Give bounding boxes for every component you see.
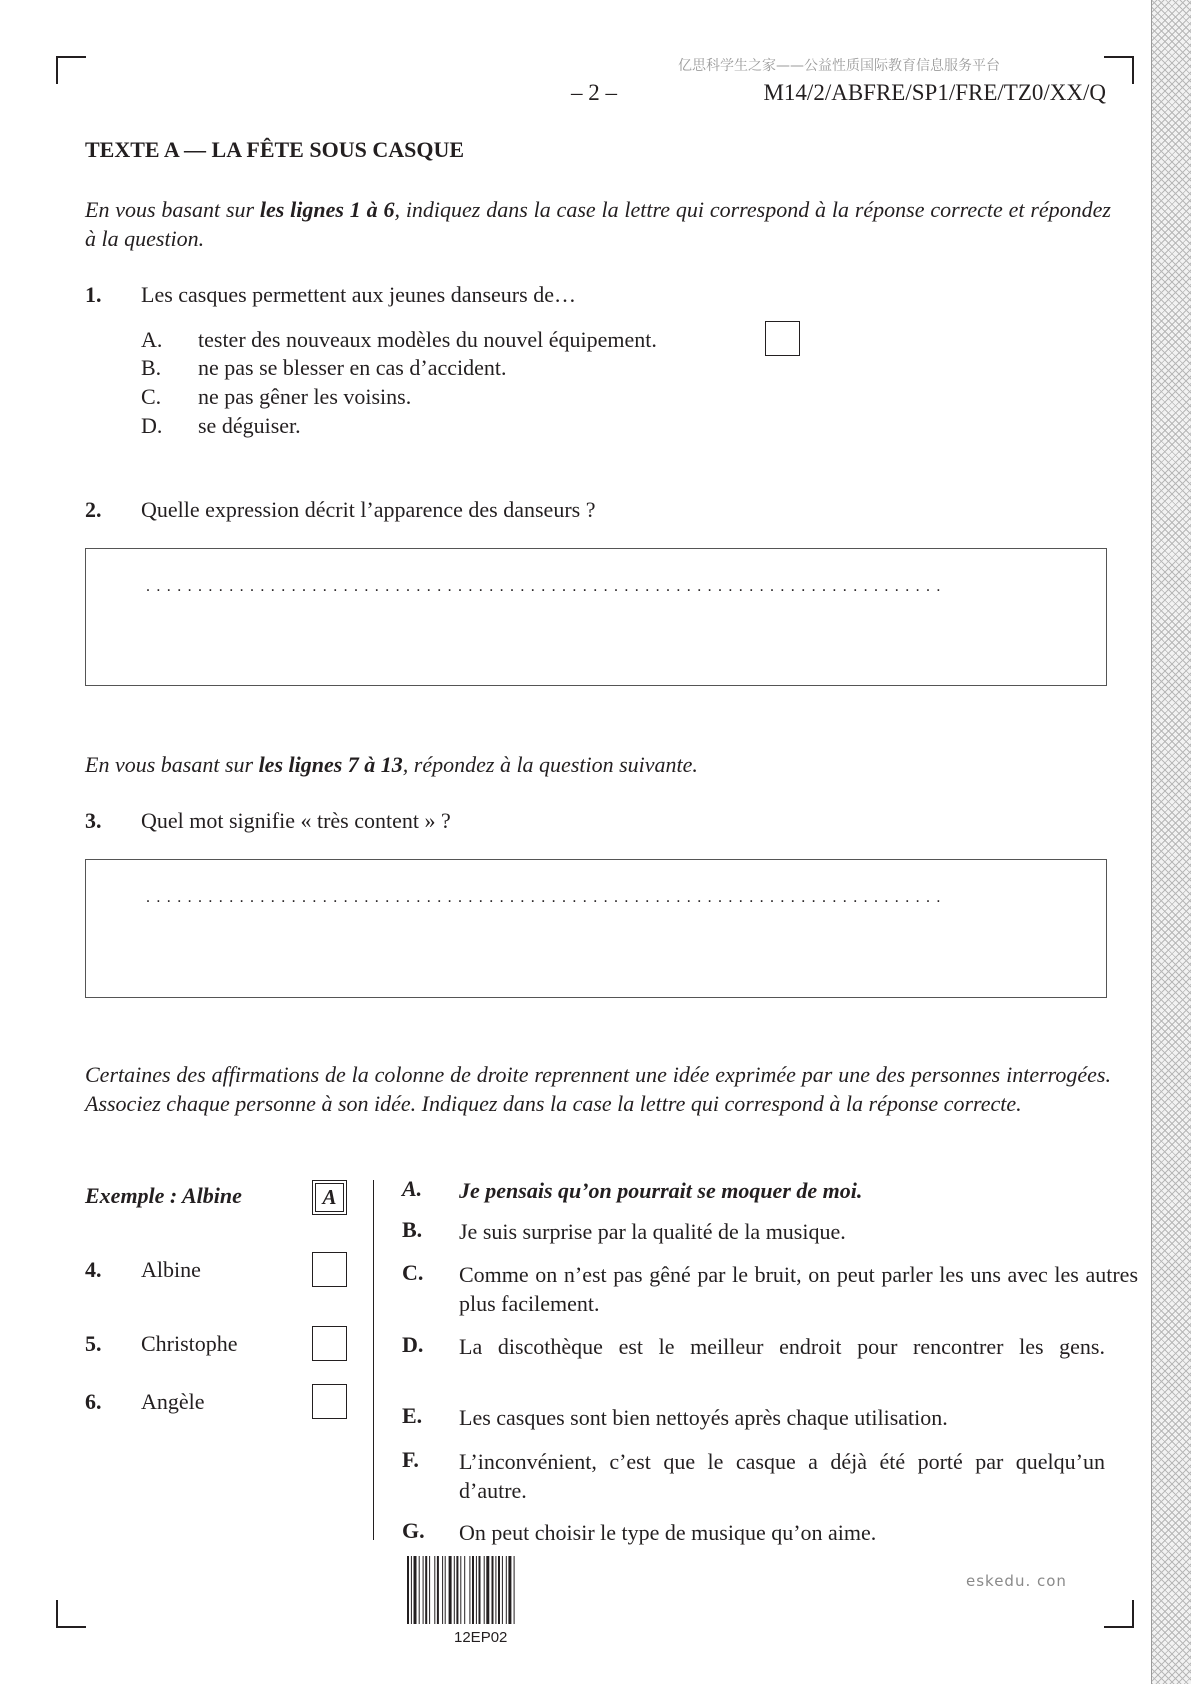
q1-option-text: ne pas se blesser en cas d’accident. [198, 355, 507, 380]
answer-dotted-line: ............................................................................. [146, 889, 947, 906]
barcode-bar [495, 1556, 496, 1624]
q1-option-letter: D. [141, 413, 163, 438]
barcode-bar [502, 1556, 503, 1624]
barcode-bar [449, 1556, 452, 1624]
statement-text: Les casques sont bien nettoyés après chaque utilisation. [459, 1405, 948, 1430]
question-6-person: Angèle [141, 1389, 205, 1414]
barcode-bar [425, 1556, 427, 1624]
statement-letter: E. [402, 1403, 423, 1428]
q1-option-text: tester des nouveaux modèles du nouvel équipement. [198, 327, 657, 352]
q4-answer-box[interactable] [312, 1252, 347, 1287]
page-edge-pattern [1151, 0, 1191, 1684]
statement-letter: A. [402, 1176, 423, 1201]
question-4-person: Albine [141, 1257, 201, 1282]
barcode-bar [476, 1556, 477, 1624]
barcode-bar [442, 1556, 443, 1624]
watermark-text: 亿思科学生之家——公益性质国际教育信息服务平台 [678, 58, 1000, 74]
q1-option-letter: A. [141, 327, 163, 352]
statement-letter: F. [402, 1447, 419, 1472]
barcode-bar [469, 1556, 470, 1624]
barcode-label: 12EP02 [454, 1629, 508, 1646]
barcode-bar [407, 1556, 409, 1624]
answer-dotted-line: ............................................................................. [146, 578, 947, 595]
question-1-number: 1. [85, 282, 102, 307]
barcode-bar [506, 1556, 507, 1624]
site-watermark: eskedu. con [966, 1572, 1067, 1590]
barcode-bar [484, 1556, 485, 1624]
barcode-bar [492, 1556, 494, 1624]
q1-option-letter: C. [141, 384, 162, 409]
example-answer-box [312, 1180, 347, 1215]
q1-option-text: se déguiser. [198, 413, 301, 438]
question-2-number: 2. [85, 497, 102, 522]
statement-text: Je pensais qu’on pourrait se moquer de moi. [459, 1178, 863, 1203]
barcode-bar [460, 1556, 461, 1624]
barcode-bar [464, 1556, 465, 1624]
statement-text: Comme on n’est pas gêné par le bruit, on peut parler les uns avec les autres plus facilement. [459, 1262, 1138, 1316]
barcode-bar [472, 1556, 474, 1624]
barcode-bar [454, 1556, 455, 1624]
question-2-text: Quelle expression décrit l’apparence des danseurs ? [141, 497, 596, 522]
question-1-text: Les casques permettent aux jeunes danseurs de… [141, 282, 576, 307]
question-3-number: 3. [85, 808, 102, 833]
barcode-bar [508, 1556, 511, 1624]
statement-text: Je suis surprise par la qualité de la musique. [459, 1219, 846, 1244]
q5-answer-box[interactable] [312, 1326, 347, 1361]
q3-answer-area[interactable] [85, 859, 1107, 998]
q1-option-letter: B. [141, 355, 162, 380]
statement-letter: G. [402, 1518, 425, 1543]
barcode-bar [456, 1556, 458, 1624]
column-divider [373, 1180, 374, 1540]
statement-letter: D. [402, 1332, 424, 1357]
barcode-bar [429, 1556, 430, 1624]
question-5-person: Christophe [141, 1331, 238, 1356]
instruction-matching: Certaines des affirmations de la colonne de droite reprennent une idée exprimée par une des personnes interrogées. Associez chaque personne à son idée. Indiquez dans la case la lettre qui correspond à la réponse correcte. [85, 1062, 1111, 1116]
statement-text: L’inconvénient, c’est que le casque a déjà été porté par quelqu’un d’autre. [459, 1449, 1105, 1503]
example-answer-letter: A [322, 1185, 337, 1209]
q1-answer-box[interactable] [765, 321, 800, 356]
instruction-lines-1-6: En vous basant sur les lignes 1 à 6, indiquez dans la case la lettre qui correspond à la réponse correcte et répondez à la question. [85, 197, 1111, 251]
q1-option-text: ne pas gêner les voisins. [198, 384, 412, 409]
question-6-number: 6. [85, 1389, 102, 1414]
barcode-bar [479, 1556, 481, 1624]
question-3-text: Quel mot signifie « très content » ? [141, 808, 451, 833]
barcode-bar [423, 1556, 424, 1624]
example-label: Exemple : Albine [85, 1183, 242, 1208]
instruction-lines-7-13: En vous basant sur les lignes 7 à 13, répondez à la question suivante. [85, 752, 698, 777]
barcode-bar [514, 1556, 515, 1624]
statement-text: La discothèque est le meilleur endroit pour rencontrer les gens. [459, 1334, 1105, 1359]
barcode [407, 1556, 555, 1624]
statement-letter: B. [402, 1217, 423, 1242]
barcode-bar [434, 1556, 435, 1624]
barcode-bar [414, 1556, 417, 1624]
barcode-bar [486, 1556, 489, 1624]
barcode-bar [445, 1556, 446, 1624]
statement-letter: C. [402, 1260, 424, 1285]
q6-answer-box[interactable] [312, 1384, 347, 1419]
question-4-number: 4. [85, 1257, 102, 1282]
barcode-bar [498, 1556, 500, 1624]
barcode-bar [411, 1556, 412, 1624]
statement-text: On peut choisir le type de musique qu’on aime. [459, 1520, 877, 1545]
q2-answer-area[interactable] [85, 548, 1107, 686]
page-number: – 2 – [571, 80, 617, 105]
barcode-bar [437, 1556, 439, 1624]
barcode-bar [419, 1556, 420, 1624]
question-5-number: 5. [85, 1331, 102, 1356]
paper-code: M14/2/ABFRE/SP1/FRE/TZ0/XX/Q [763, 80, 1106, 105]
section-title: TEXTE A — LA FÊTE SOUS CASQUE [85, 137, 465, 162]
